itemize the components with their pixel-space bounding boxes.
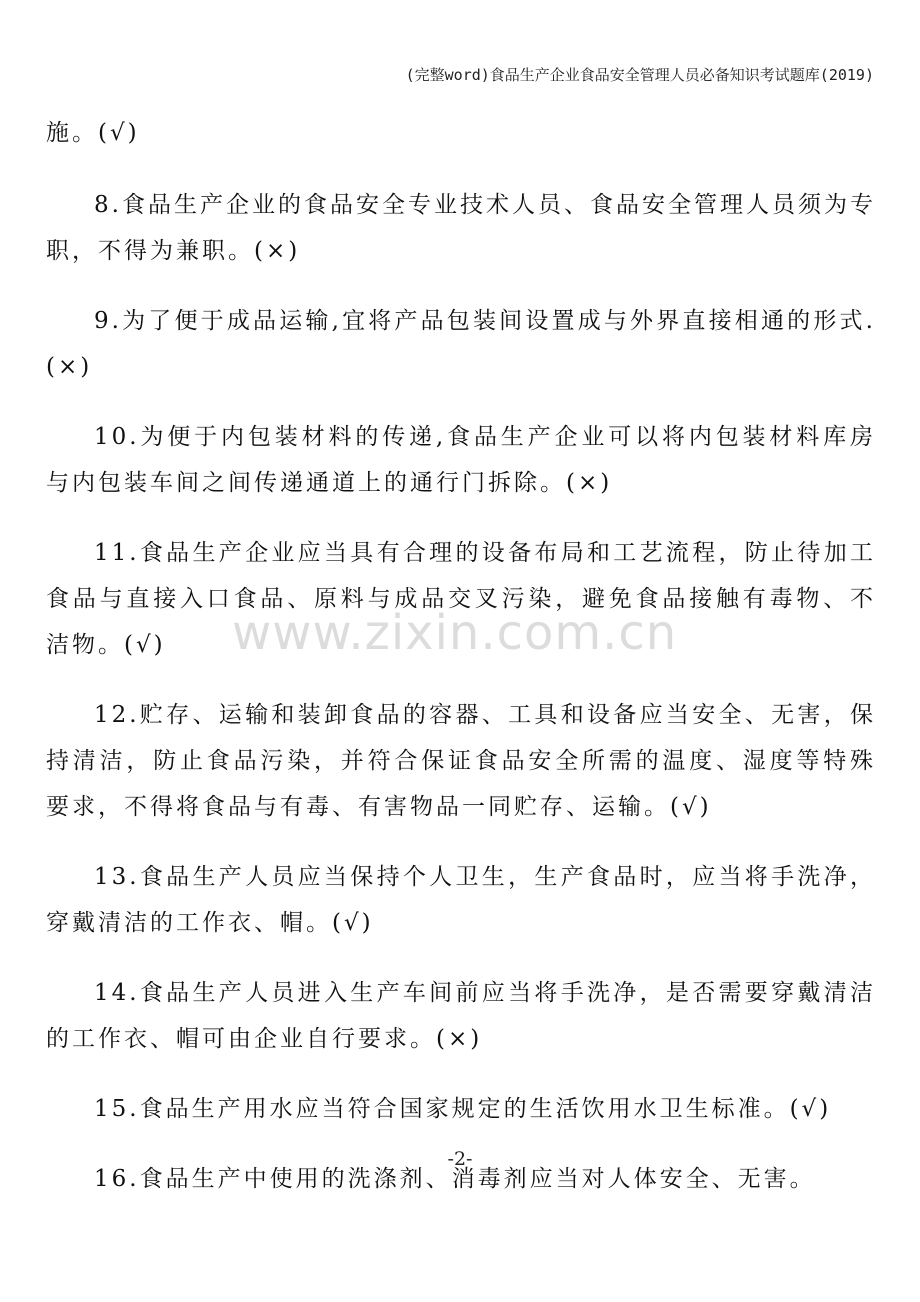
question-16: 16.食品生产中使用的洗涤剂、消毒剂应当对人体安全、无害。 [94, 1166, 816, 1192]
document-header-title: (完整word)食品生产企业食品安全管理人员必备知识考试题库(2019) [405, 66, 874, 84]
question-15: 15.食品生产用水应当符合国家规定的生活饮用水卫生标准。(√) [94, 1096, 832, 1122]
question-9: 9.为了便于成品运输,宜将产品包装间设置成与外界直接相通的形式.(×) [46, 308, 876, 380]
document-body [46, 110, 876, 1226]
page-number: -2- [447, 1148, 473, 1170]
question-10: 10.为便于内包装材料的传递,食品生产企业可以将内包装材料库房与内包装车间之间传递通道上的通行门拆除。(×) [46, 424, 876, 496]
question-11: 11.食品生产企业应当具有合理的设备布局和工艺流程，防止待加工食品与直接入口食品、原料与成品交叉污染，避免食品接触有毒物、不洁物。(√) [46, 540, 876, 658]
question-13: 13.食品生产人员应当保持个人卫生，生产食品时，应当将手洗净，穿戴清洁的工作衣、帽。(√) [46, 864, 876, 936]
question-12: 12.贮存、运输和装卸食品的容器、工具和设备应当安全、无害，保持清洁，防止食品污染，并符合保证食品安全所需的温度、湿度等特殊要求，不得将食品与有毒、有害物品一同贮存、运输。(√) [46, 702, 876, 820]
question-14: 14.食品生产人员进入生产车间前应当将手洗净，是否需要穿戴清洁的工作衣、帽可由企业自行要求。(×) [46, 980, 876, 1052]
question-8: 8.食品生产企业的食品安全专业技术人员、食品安全管理人员须为专职，不得为兼职。(×) [46, 192, 876, 264]
paragraph-continuation: 施。(√) [46, 120, 140, 146]
site-watermark: www.zixin.com.cn [232, 605, 678, 661]
